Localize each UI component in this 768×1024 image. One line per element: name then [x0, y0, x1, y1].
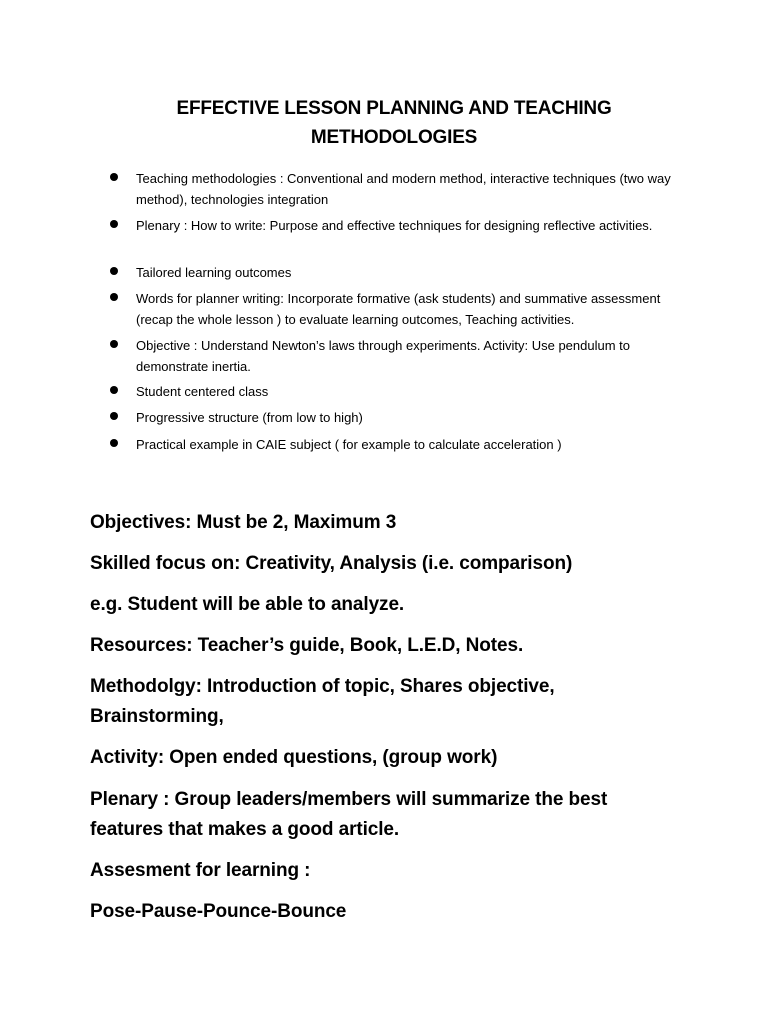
bullet-text: Progressive structure (from low to high)	[136, 410, 363, 425]
bullet-dot-icon	[110, 412, 118, 420]
bullet-text: Student centered class	[136, 384, 269, 399]
bullet-dot-icon	[110, 173, 118, 181]
bullet-text: Tailored learning outcomes	[136, 265, 292, 280]
bullet-dot-icon	[110, 220, 118, 228]
bullet-list	[0, 0, 768, 480]
skilled-focus-line: Skilled focus on: Creativity, Analysis (i.e. comparison)	[90, 553, 573, 574]
bullet-text: Teaching methodologies : Conventional and modern method, interactive techniques (two way method), technologies integration	[136, 171, 671, 207]
bullet-item	[110, 168, 690, 210]
methodology-line: Methodolgy: Introduction of topic, Shares objective, Brainstorming,	[90, 676, 555, 727]
bullet-dot-icon	[110, 386, 118, 394]
plenary-line: Plenary : Group leaders/members will summarize the best features that makes a good article.	[90, 789, 608, 840]
bullet-item	[110, 434, 690, 455]
title-line-2: METHODOLOGIES	[310, 127, 478, 148]
objectives-line: Objectives: Must be 2, Maximum 3	[90, 512, 397, 533]
bullet-item	[110, 288, 690, 330]
bullet-dot-icon	[110, 293, 118, 301]
bullet-text: Practical example in CAIE subject ( for example to calculate acceleration )	[136, 437, 562, 452]
resources-line: Resources: Teacher’s guide, Book, L.E.D, Notes.	[90, 635, 524, 656]
pose-pause-line: Pose-Pause-Pounce-Bounce	[90, 901, 347, 922]
bullet-text: Objective : Understand Newton’s laws through experiments. Activity: Use pendulum to demonstrate inertia.	[136, 338, 630, 374]
bullet-item	[110, 215, 690, 236]
bullet-item	[110, 407, 690, 428]
bullet-dot-icon	[110, 267, 118, 275]
title-line-1: EFFECTIVE LESSON PLANNING AND TEACHING	[176, 98, 612, 119]
activity-line: Activity: Open ended questions, (group work)	[90, 747, 498, 768]
bullet-item	[110, 262, 690, 283]
bullet-item	[110, 381, 690, 402]
bullet-text: Words for planner writing: Incorporate formative (ask students) and summative assessment (recap the whole lesson ) to evaluate learning outcomes, Teaching activities.	[136, 291, 661, 327]
assessment-line: Assesment for learning :	[90, 860, 311, 881]
example-line: e.g. Student will be able to analyze.	[90, 594, 405, 615]
bullet-dot-icon	[110, 340, 118, 348]
bullet-dot-icon	[110, 439, 118, 447]
bullet-text: Plenary : How to write: Purpose and effective techniques for designing reflective activities.	[136, 218, 653, 233]
bullet-item	[110, 335, 690, 377]
